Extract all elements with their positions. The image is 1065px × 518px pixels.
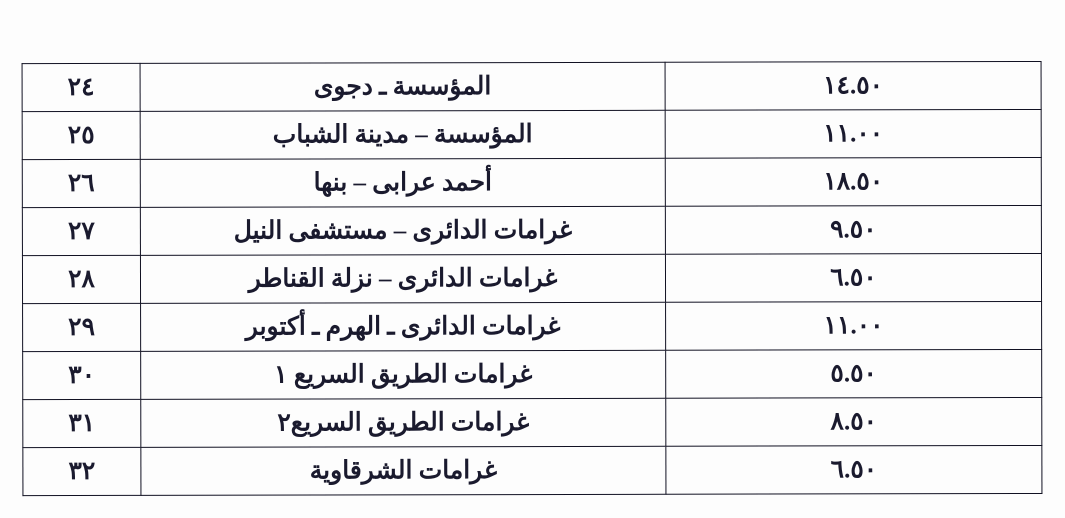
cell-route-name: المؤسسة ـ دجوى xyxy=(140,62,665,111)
table-row xyxy=(23,301,1042,351)
table-row xyxy=(23,397,1042,447)
cell-value: ٦.٥٠ xyxy=(666,445,1042,494)
table-row xyxy=(22,109,1041,159)
cell-route-name: غرامات الطريق السريع٢ xyxy=(141,398,666,447)
cell-route-name: غرامات الشرقاوية xyxy=(141,446,666,495)
cell-route-name: أحمد عرابى – بنها xyxy=(140,158,665,207)
cell-value: ٩.٥٠ xyxy=(665,205,1041,254)
cell-route-name: غرامات الدائرى – نزلة القناطر xyxy=(140,254,665,303)
cell-route-name: المؤسسة – مدينة الشباب xyxy=(140,110,665,159)
table-row xyxy=(22,157,1041,207)
cell-index: ٢٩ xyxy=(23,303,141,351)
table-container xyxy=(62,61,1043,496)
table-row xyxy=(22,253,1041,303)
cell-index: ٢٧ xyxy=(22,207,140,255)
cell-value: ١٨.٥٠ xyxy=(665,157,1041,206)
fares-table xyxy=(22,61,1043,496)
table-row xyxy=(22,205,1041,255)
cell-route-name: غرامات الدائرى – مستشفى النيل xyxy=(140,206,665,255)
cell-index: ٣٢ xyxy=(23,447,141,495)
cell-route-name: غرامات الدائرى ـ الهرم ـ أكتوبر xyxy=(141,302,666,351)
cell-index: ٢٥ xyxy=(22,111,140,159)
cell-route-name: غرامات الطريق السريع ١ xyxy=(141,350,666,399)
cell-value: ١٤.٥٠ xyxy=(665,61,1041,110)
table-row xyxy=(23,349,1042,399)
cell-index: ٢٦ xyxy=(22,159,140,207)
table-row xyxy=(22,61,1041,111)
cell-index: ٢٤ xyxy=(22,63,140,111)
cell-index: ٣١ xyxy=(23,399,141,447)
cell-value: ٥.٥٠ xyxy=(666,349,1042,398)
cell-index: ٢٨ xyxy=(22,255,140,303)
table-row xyxy=(23,445,1042,495)
table-body xyxy=(22,61,1042,495)
cell-value: ٨.٥٠ xyxy=(666,397,1042,446)
cell-value: ١١.٠٠ xyxy=(665,109,1041,158)
cell-value: ٦.٥٠ xyxy=(665,253,1041,302)
cell-value: ١١.٠٠ xyxy=(666,301,1042,350)
cell-index: ٣٠ xyxy=(23,351,141,399)
